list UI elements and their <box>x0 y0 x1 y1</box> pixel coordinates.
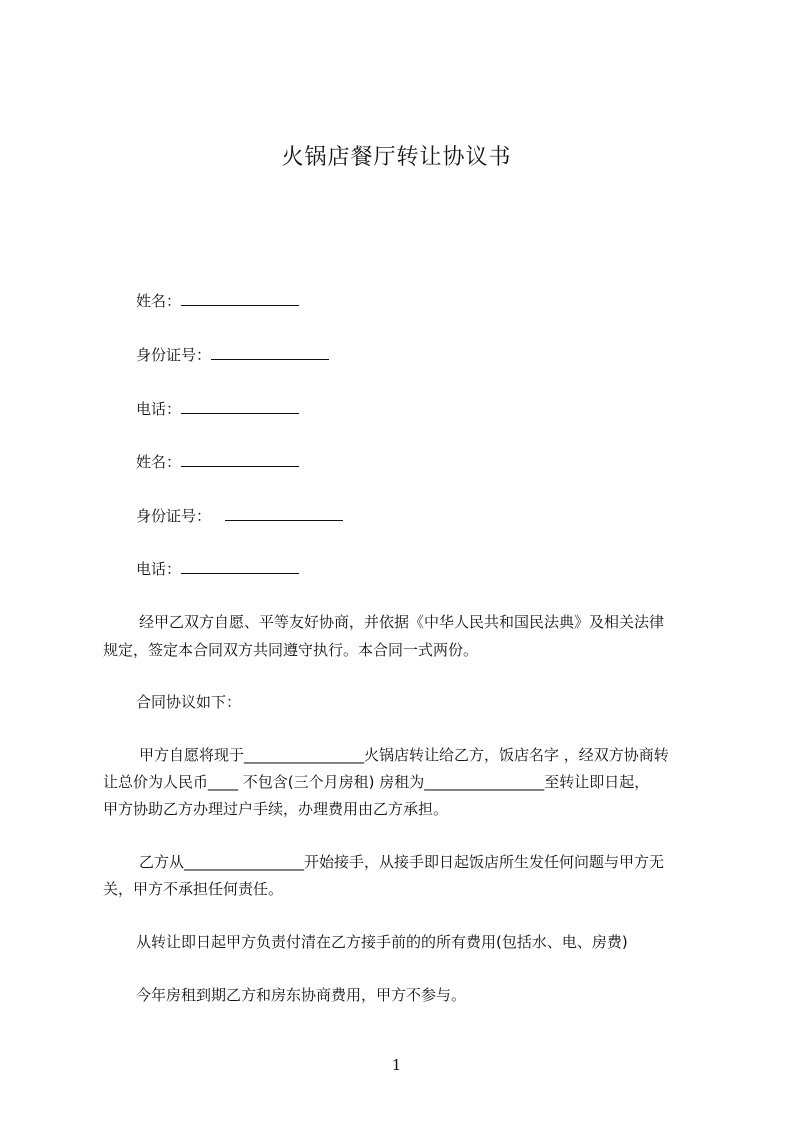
party-a-name-blank <box>181 291 299 306</box>
party-b-id-blank <box>225 506 343 521</box>
document-title: 火锅店餐厅转让协议书 <box>281 145 512 170</box>
party-a-id-field <box>136 345 329 365</box>
party-b-phone-label: 电话： <box>136 560 182 578</box>
party-a-name-label: 姓名： <box>136 292 182 310</box>
party-b-name-label: 姓名： <box>136 453 182 471</box>
party-a-phone-field <box>136 399 299 419</box>
agreement-heading: 合同协议如下： <box>136 693 242 711</box>
party-b-name-blank <box>181 452 299 467</box>
party-a-id-blank <box>211 345 329 360</box>
clause-1-line-3: 甲方协助乙方办理过户手续，办理费用由乙方承担。 <box>103 800 449 818</box>
intro-line-2: 规定，签定本合同双方共同遵守执行。本合同一式两份。 <box>103 641 479 659</box>
party-a-id-label: 身份证号： <box>136 346 212 364</box>
party-a-phone-label: 电话： <box>136 400 182 418</box>
clause-3: 从转让即日起甲方负责付清在乙方接手前的的所有费用(包括水、电、房费) <box>136 933 628 951</box>
party-a-name-field <box>136 291 299 311</box>
party-b-id-label: 身份证号： <box>136 507 212 525</box>
party-b-id-field <box>136 506 343 526</box>
page-number: 1 <box>391 1056 402 1074</box>
clause-1-line-2: 让总价为人民币____ 不包含(三个月房租) 房租为________________至转让即日起， <box>103 773 650 791</box>
party-b-phone-blank <box>181 559 299 574</box>
clause-1-line-1: 甲方自愿将现于________________火锅店转让给乙方，饭店名字 ，经双方协商转 <box>139 746 669 764</box>
party-b-name-field <box>136 452 299 472</box>
intro-line-1: 经甲乙双方自愿、平等友好协商，并依据《中华人民共和国民法典》及相关法律 <box>139 613 665 631</box>
clause-4: 今年房租到期乙方和房东协商费用，甲方不参与。 <box>136 986 467 1004</box>
clause-2-line-1: 乙方从________________开始接手，从接手即日起饭店所生发任何问题与甲方无 <box>139 853 665 871</box>
party-a-phone-blank <box>181 399 299 414</box>
clause-2-line-2: 关，甲方不承担任何责任。 <box>103 880 284 898</box>
party-b-phone-field <box>136 559 299 579</box>
